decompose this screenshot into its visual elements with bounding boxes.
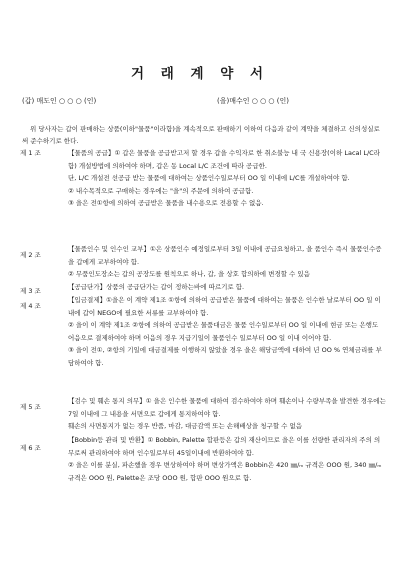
article-line: ② 을이 이 계약 제1조 ②항에 의하여 공급받은 물품대금은 물품 인수일로부터 OO 일 이내에 현금 또는 은행도 어음으로 결제하여야 하며 어음의 경우 지급기일이 물품인수 일로부터 OO 일 이내 이어야 함. xyxy=(68,321,379,342)
article-5 xyxy=(20,395,386,433)
document-title: 거 래 계 약 서 xyxy=(130,66,269,82)
article-line: 【공급단가】상품의 공급단가는 갑이 정하는바에 따르기로 함. xyxy=(68,283,245,291)
article-line: 단, L/C 개설전 선공급 받는 물품에 대하여는 상품인수일로부터 OO 일 이내에 L/C를 개설하여야 함. xyxy=(68,174,350,182)
article-number: 제 2 조 xyxy=(20,251,41,259)
article-line: 【검수 및 훼손 통지 의무】① 을은 인수한 물품에 대하여 검수하여야 하며 훼손이나 수량부족을 발견한 경우에는 7일 이내에 그 내용을 서면으로 갑에게 통지하여야 함. xyxy=(68,397,386,418)
article-number: 제 5 조 xyxy=(20,403,41,411)
article-4 xyxy=(20,294,386,369)
article-2 xyxy=(20,243,386,281)
article-line: ② 무품인도장소는 갑의 공장도를 원칙으로 하나, 갑, 을 상호 합의하에 변경할 수 있음 xyxy=(68,270,310,278)
article-6 xyxy=(20,434,386,484)
party-b: (을)매수인 ○ ○ ○ (인) xyxy=(217,97,289,105)
article-line: 【물품인수 및 인수인 교부】①은 상품인수 예정일로부터 3일 이내에 공급요청하고, 을 품인수 즉시 물품인수증을 갑에게 교부하여야 함. xyxy=(68,245,382,266)
article-line: 【입금결제】①을은 이 계약 제1조 ①항에 의하여 공급받은 물품에 대하여는 물품은 인수한 날로부터 OO 일 이내에 갑이 NEGO에 필요한 서류를 교부하여야 함. xyxy=(68,296,381,317)
article-line: ② 내수목적으로 구매하는 경우에는 "을"의 주문에 의하여 공급함. xyxy=(68,186,254,195)
article-number: 제 6 조 xyxy=(20,444,41,452)
article-number: 제 4 조 xyxy=(20,302,41,310)
party-a: (갑) 매도인 ○ ○ ○ (인) xyxy=(22,97,97,105)
intro-paragraph: 위 당사자는 갑이 판매하는 상품(이하"물품"이라함)을 계속적으로 판매하기 이하여 다음과 같이 계약을 체결하고 신의성실로써 준수하기로 한다. xyxy=(22,124,380,145)
article-3 xyxy=(20,281,386,294)
article-number: 제 3 조 xyxy=(20,287,41,295)
article-1 xyxy=(20,147,386,210)
article-line: ② 을은 이를 분실, 파손했을 경우 변상하여야 하며 변상가액은 Bobbin은 420 ㎜/ₘ 규격은 OOO 원, 340 ㎜/ₘ 규격은 OOO 원, Palette은 조당 OOO 원, 합판 OOO 원으로 함. xyxy=(68,461,382,482)
article-line: ③ 을이 전①, ②항의 기일에 대금결제를 이행하지 않았을 경우 을은 해당금액에 대하여 년 OO % 연체금리를 부담하여야 함. xyxy=(68,346,382,367)
article-number: 제 1 조 xyxy=(20,149,41,157)
article-line: ③ 을은 전①항에 의하여 공급받은 물품을 내수용으로 전용할 수 없음. xyxy=(68,199,264,207)
article-line: 훼손의 사면통지가 없는 경우 반품, 마감, 대금감액 또는 손해배상을 청구할 수 없음 xyxy=(68,422,303,430)
article-line: 【Bobbin등 관리 및 반환】① Bobbin, Palette 합판등은 갑의 재산이므로 을은 이를 선량한 관리자의 주의 의무로써 관리하여야 하며 인수일로부터 45일이내에 반환하여야 함. xyxy=(68,436,381,457)
article-line: 【물품의 공급】① 갑은 물품을 공급받고저 할 경우 갑을 수익자로 한 취소불능 내 국 신용장(이하 Lacal L/C라 함) 개설방법에 의하여야 하며, 갑은 동 Local L/C 조건에 따라 공급한. xyxy=(68,149,380,170)
